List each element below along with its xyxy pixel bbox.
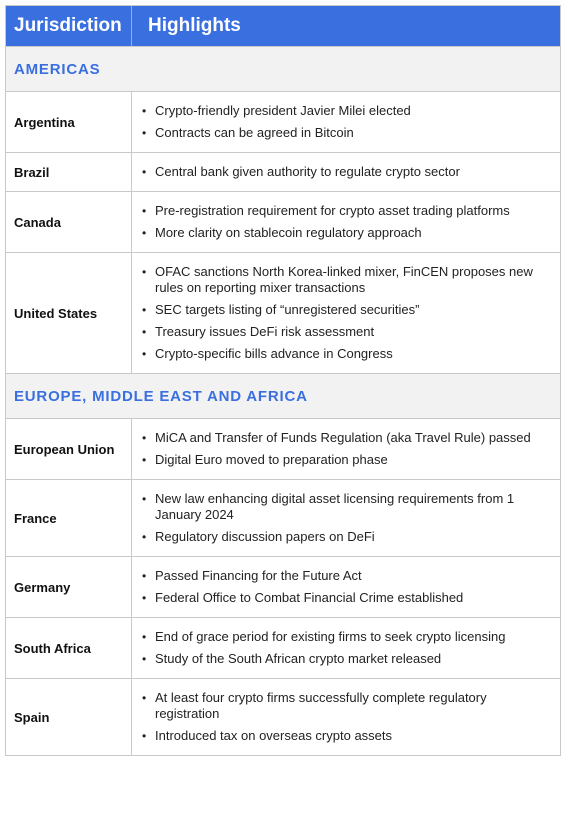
highlights-cell xyxy=(132,92,560,152)
highlight-text: Federal Office to Combat Financial Crime established xyxy=(155,590,464,605)
highlight-item xyxy=(142,264,552,296)
highlights-cell xyxy=(132,480,560,556)
highlights-cell xyxy=(132,253,560,373)
table-body xyxy=(6,46,560,755)
bullet-icon: • xyxy=(142,265,147,279)
highlight-item xyxy=(142,491,552,523)
bullet-icon: • xyxy=(142,431,147,445)
bullet-icon: • xyxy=(142,569,147,583)
highlight-item xyxy=(142,346,552,362)
table-row xyxy=(6,617,560,678)
highlight-item xyxy=(142,203,552,219)
highlight-text: Study of the South African crypto market released xyxy=(155,651,442,666)
bullet-icon: • xyxy=(142,303,147,317)
highlight-item xyxy=(142,568,552,584)
bullet-icon: • xyxy=(142,492,147,506)
bullet-icon: • xyxy=(142,691,147,705)
regulation-table xyxy=(5,5,561,756)
highlight-item xyxy=(142,452,552,468)
section-header: EUROPE, MIDDLE EAST AND AFRICA xyxy=(6,373,560,418)
table-row xyxy=(6,479,560,556)
jurisdiction-name: Germany xyxy=(6,557,132,617)
highlight-text: Regulatory discussion papers on DeFi xyxy=(155,529,375,544)
highlights-cell xyxy=(132,618,560,678)
table-row xyxy=(6,191,560,252)
highlight-text: Pre-registration requirement for crypto asset trading platforms xyxy=(155,203,510,218)
bullet-icon: • xyxy=(142,347,147,361)
jurisdiction-name: Argentina xyxy=(6,92,132,152)
jurisdiction-name: United States xyxy=(6,253,132,373)
bullet-icon: • xyxy=(142,453,147,467)
highlight-item xyxy=(142,125,552,141)
highlight-text: OFAC sanctions North Korea-linked mixer, FinCEN proposes new rules on reporting mixer transactions xyxy=(155,264,533,295)
highlights-cell xyxy=(132,557,560,617)
highlight-text: Passed Financing for the Future Act xyxy=(155,568,362,583)
jurisdiction-name: France xyxy=(6,480,132,556)
table-row xyxy=(6,152,560,191)
highlight-text: End of grace period for existing firms to seek crypto licensing xyxy=(155,629,506,644)
highlight-item xyxy=(142,529,552,545)
table-row xyxy=(6,418,560,479)
highlight-item xyxy=(142,164,552,180)
highlight-item xyxy=(142,629,552,645)
header-jurisdiction: Jurisdiction xyxy=(6,6,132,46)
highlight-item xyxy=(142,324,552,340)
highlight-item xyxy=(142,690,552,722)
jurisdiction-name: South Africa xyxy=(6,618,132,678)
highlights-cell xyxy=(132,679,560,755)
highlight-item xyxy=(142,103,552,119)
highlight-item xyxy=(142,590,552,606)
highlight-text: More clarity on stablecoin regulatory approach xyxy=(155,225,422,240)
table-row xyxy=(6,678,560,755)
highlight-text: New law enhancing digital asset licensing requirements from 1 January 2024 xyxy=(155,491,515,522)
highlights-cell xyxy=(132,192,560,252)
table-row xyxy=(6,252,560,373)
jurisdiction-name: Canada xyxy=(6,192,132,252)
section-header: AMERICAS xyxy=(6,46,560,91)
jurisdiction-name: Spain xyxy=(6,679,132,755)
highlight-item xyxy=(142,302,552,318)
highlights-cell xyxy=(132,153,560,191)
highlights-cell xyxy=(132,419,560,479)
highlight-item xyxy=(142,651,552,667)
highlight-text: Introduced tax on overseas crypto assets xyxy=(155,728,393,743)
highlight-text: Crypto-friendly president Javier Milei elected xyxy=(155,103,411,118)
highlight-text: Contracts can be agreed in Bitcoin xyxy=(155,125,354,140)
bullet-icon: • xyxy=(142,530,147,544)
highlight-text: SEC targets listing of “unregistered securities” xyxy=(155,302,420,317)
table-row xyxy=(6,91,560,152)
highlight-text: At least four crypto firms successfully complete regulatory registration xyxy=(155,690,487,721)
bullet-icon: • xyxy=(142,126,147,140)
highlight-text: Digital Euro moved to preparation phase xyxy=(155,452,388,467)
bullet-icon: • xyxy=(142,591,147,605)
jurisdiction-name: Brazil xyxy=(6,153,132,191)
jurisdiction-name: European Union xyxy=(6,419,132,479)
table-row xyxy=(6,556,560,617)
highlight-text: Crypto-specific bills advance in Congress xyxy=(155,346,393,361)
table-header xyxy=(6,6,560,46)
bullet-icon: • xyxy=(142,652,147,666)
highlight-item xyxy=(142,728,552,744)
bullet-icon: • xyxy=(142,325,147,339)
bullet-icon: • xyxy=(142,165,147,179)
highlight-text: MiCA and Transfer of Funds Regulation (aka Travel Rule) passed xyxy=(155,430,531,445)
highlight-text: Treasury issues DeFi risk assessment xyxy=(155,324,375,339)
highlight-text: Central bank given authority to regulate crypto sector xyxy=(155,164,460,179)
highlight-item xyxy=(142,430,552,446)
bullet-icon: • xyxy=(142,630,147,644)
highlight-item xyxy=(142,225,552,241)
bullet-icon: • xyxy=(142,729,147,743)
header-highlights: Highlights xyxy=(148,15,241,36)
bullet-icon: • xyxy=(142,226,147,240)
bullet-icon: • xyxy=(142,104,147,118)
bullet-icon: • xyxy=(142,204,147,218)
